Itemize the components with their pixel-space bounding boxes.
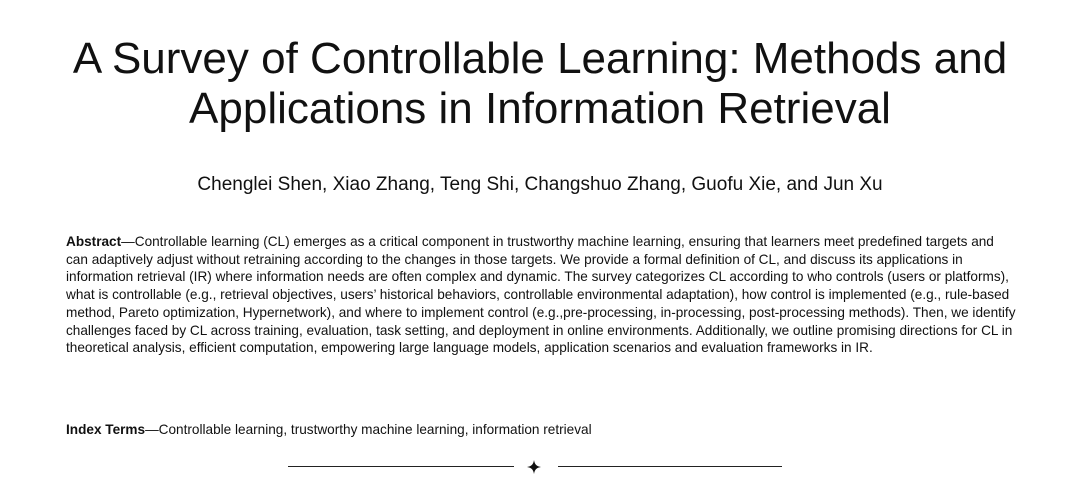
paper-title [0, 34, 1080, 134]
section-divider [288, 460, 782, 472]
divider-line-right [558, 466, 782, 467]
index-terms-label: Index Terms [66, 422, 146, 437]
paper-authors: Chenglei Shen, Xiao Zhang, Teng Shi, Changshuo Zhang, Guofu Xie, and Jun Xu [197, 174, 883, 195]
divider-line-left [288, 466, 514, 467]
diamond-star-icon [527, 460, 541, 474]
index-terms-text: —Controllable learning, trustworthy machine learning, information retrieval [145, 422, 592, 437]
abstract-label: Abstract [66, 234, 122, 249]
abstract-text: —Controllable learning (CL) emerges as a critical component in trustworthy machine learning, ensuring that learners meet predefined targets and can adaptively adjust without retraining according to the changes in those targets. We provide a formal definition of CL, and discuss its applications in information retrieval (IR) where information needs are often complex and dynamic. The survey categorizes CL according to who controls (users or platforms), what is controllable (e.g., retrieval objectives, users’ historical behaviors, controllable environmental adaptation), how control is implemented (e.g., rule-based method, Pareto optimization, Hypernetwork), and where to implement control (e.g.,pre-processing, in-processing, post-processing methods). Then, we identify challenges faced by CL across training, evaluation, task setting, and deployment in online environments. Additionally, we outline promising directions for CL in theoretical analysis, efficient computation, empowering large language models, application scenarios and evaluation frameworks in IR. [66, 234, 1016, 356]
abstract-paragraph [66, 233, 1018, 357]
paper-title-line-2: Applications in Information Retrieval [189, 84, 891, 133]
paper-title-line-1: A Survey of Controllable Learning: Methods and [72, 34, 1008, 83]
index-terms-paragraph [66, 421, 1018, 439]
